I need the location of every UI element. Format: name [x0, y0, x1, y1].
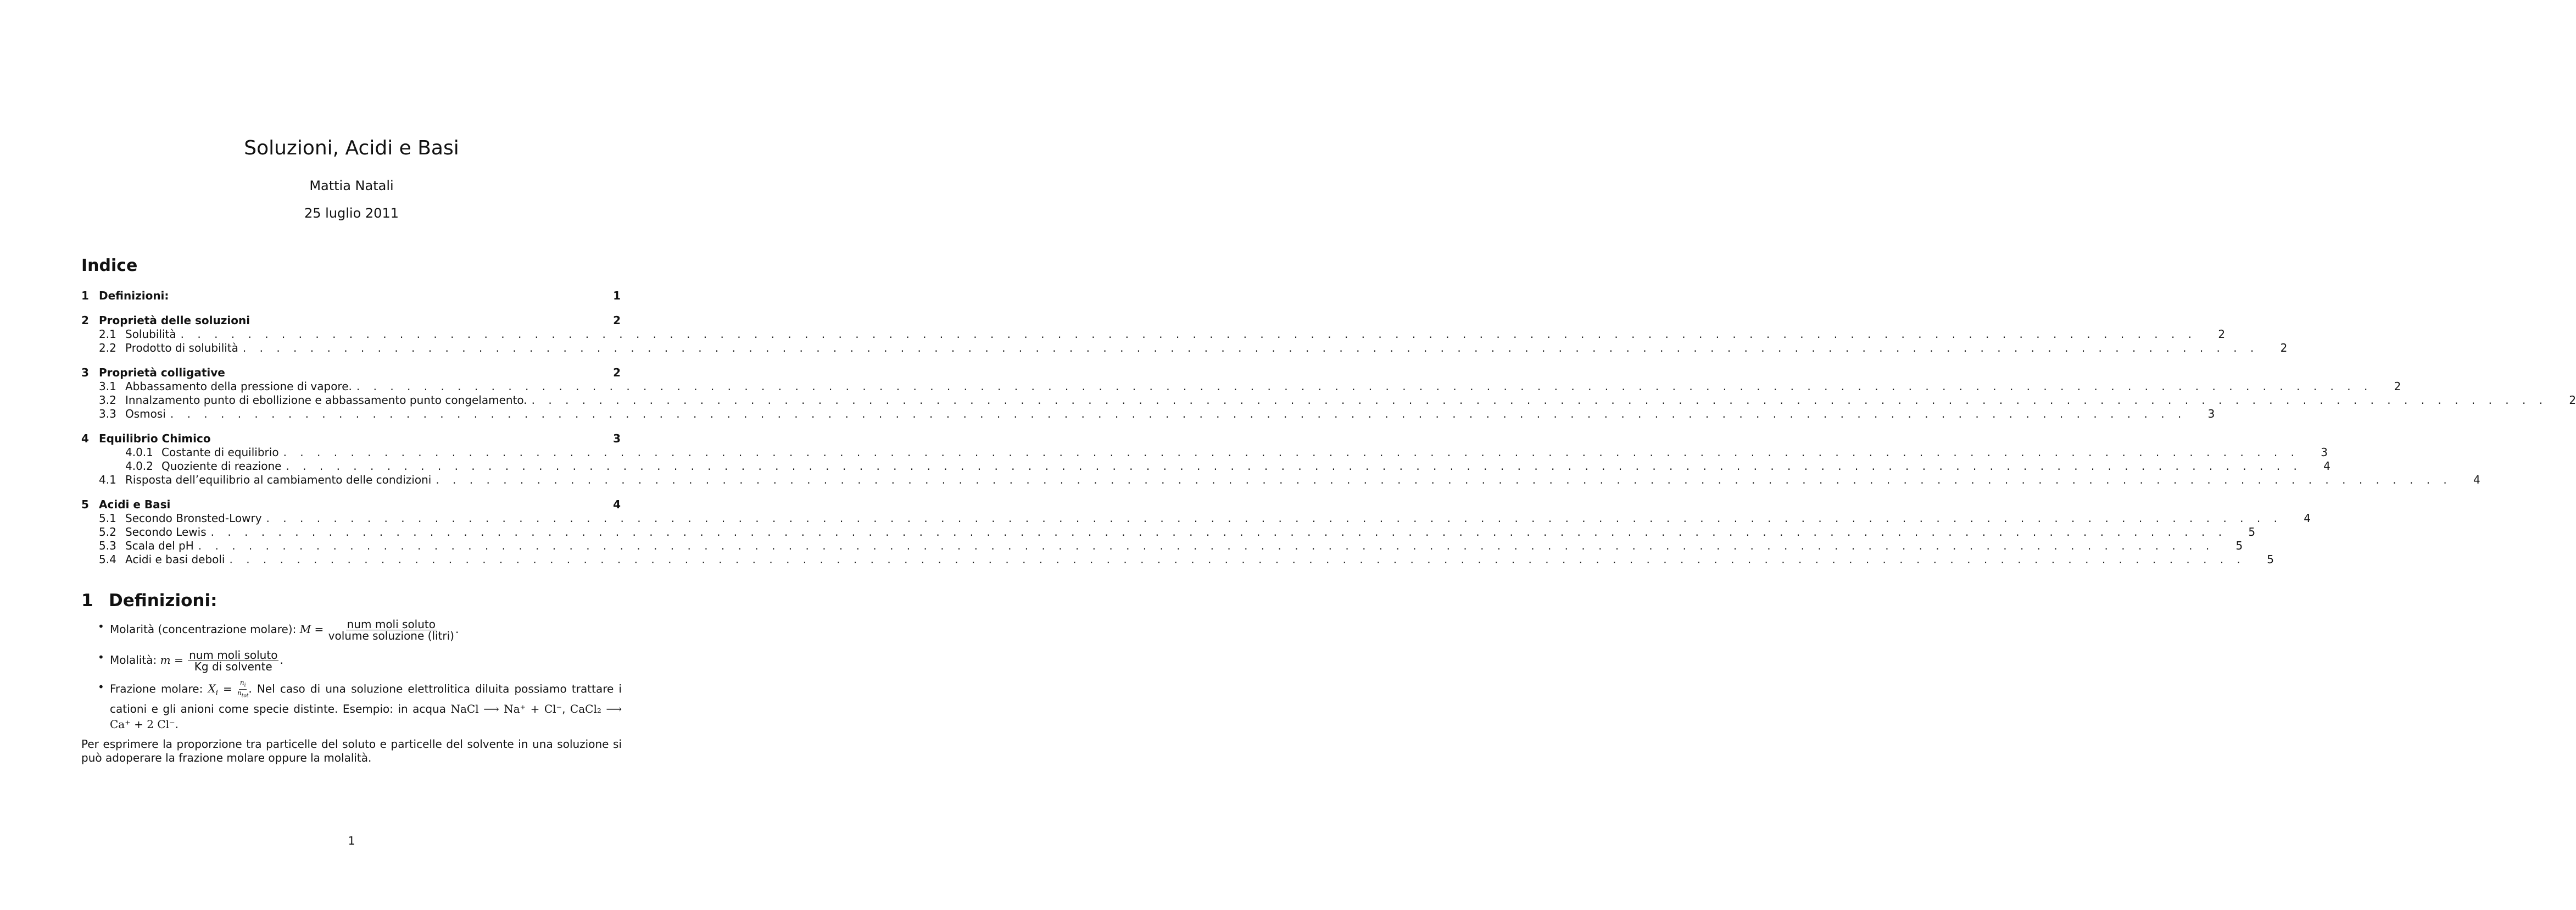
list-item-mole-fraction: • Frazione molare: $X_i$ = $n_i$ $n_{tot}$ . Nel caso di una soluzione elettrolitica diluita possiamo trattare i cationi e gli anioni come specie distinte. Esempio: in acqua NaCl ⟶ Na⁺ + Cl⁻, CaCl₂ ⟶ Ca⁺ + 2 Cl⁻.	[98, 679, 622, 731]
toc-subsection-number: 3.2	[99, 393, 116, 407]
mole-fraction-fraction: $n_i$ $n_{tot}$	[237, 679, 249, 699]
mole-fraction-symbol: $X_i$	[208, 682, 218, 698]
toc-subsection-number: 2.2	[99, 341, 116, 354]
toc-subsection-label: Osmosi	[125, 407, 166, 420]
toc-subsection-page: 3	[2207, 407, 2215, 420]
toc-section-label: Equilibrio Chimico	[99, 432, 211, 445]
molality-label: Molalità:	[110, 653, 157, 667]
list-item-molality: • Molalità: m = $\frac{\text{num moli soluto}}{\text{Kg di solvente}}$ .	[98, 648, 283, 673]
toc-leader-dots: . . . . . . . . . . . . . . . . . . . . . . . . . . . . . . . . . . . . . . . . . . . . . . . . . . . . . . . . . . . . . . . . . . . . . . . . . . . . . . . . . . . . . . . . . . . . . . . . . . . . . . . . . . . . . . . . . . . . . . . .	[436, 473, 2452, 486]
toc-subsection-number: 5.4	[99, 553, 116, 566]
toc-section-4[interactable]	[81, 432, 621, 446]
toc-section-label: Proprietà colligative	[99, 366, 225, 379]
list-item-molarity: • Molarità (concentrazione molare): M = $\frac{\text{num moli soluto}}{\text{volume soluzione (litri)}}$ .	[98, 618, 459, 642]
toc-section-2[interactable]	[81, 314, 621, 328]
molarity-label: Molarità (concentrazione molare):	[110, 623, 297, 636]
toc-section-3[interactable]	[81, 366, 621, 380]
document-author: Mattia Natali	[309, 178, 394, 193]
molarity-numerator: num moli soluto	[347, 618, 436, 631]
document-title: Soluzioni, Acidi e Basi	[244, 137, 459, 159]
toc-subsection-page: 4	[2473, 473, 2480, 486]
toc-leader-dots: . . . . . . . . . . . . . . . . . . . . . . . . . . . . . . . . . . . . . . . . . . . . . . . . . . . . . . . . . . . . . . . . . . . . . . . . . . . . . . . . . . . . . . . . . . . . . . . . . . . . . . . . . . . . . . . . . . . . . . . .	[283, 446, 2300, 459]
toc-section-number: 2	[81, 314, 89, 327]
toc-leader-dots: . . . . . . . . . . . . . . . . . . . . . . . . . . . . . . . . . . . . . . . . . . . . . . . . . . . . . . . . . . . . . . . . . . . . . . . . . . . . . . . . . . . . . . . . . . . . . . . . . . . . . . . . . . . . . . . . . . . . . . . .	[266, 512, 2282, 525]
toc-subsection-page: 4	[2323, 459, 2330, 473]
toc-subsection-number: 5.3	[99, 539, 116, 552]
toc-subsection-label: Prodotto di solubilità	[125, 341, 238, 354]
toc-leader-dots: . . . . . . . . . . . . . . . . . . . . . . . . . . . . . . . . . . . . . . . . . . . . . . . . . . . . . . . . . . . . . . . . . . . . . . . . . . . . . . . . . . . . . . . . . . . . . . . . . . . . . . . . . . . . . . . . . . . . . . . .	[229, 553, 2245, 566]
toc-leader-dots: . . . . . . . . . . . . . . . . . . . . . . . . . . . . . . . . . . . . . . . . . . . . . . . . . . . . . . . . . . . . . . . . . . . . . . . . . . . . . . . . . . . . . . . . . . . . . . . . . . . . . . . . . . . . . . . . . . . . . . . .	[531, 393, 2548, 407]
toc-subsection-page: 2	[2218, 328, 2226, 341]
toc-subsection-number: 2.1	[99, 328, 116, 341]
toc-subsection-5.1[interactable]	[81, 512, 2311, 525]
toc-subsection-page: 2	[2280, 341, 2288, 354]
toc-subsection-3.2[interactable]	[81, 393, 2576, 407]
toc-subsection-4.0.1[interactable]	[81, 446, 2328, 459]
toc-section-1[interactable]	[81, 289, 621, 303]
toc-subsection-4.1[interactable]	[81, 473, 2480, 487]
molarity-symbol: M	[299, 623, 311, 636]
equation-cacl2: CaCl₂ ⟶ Ca⁺ + 2 Cl⁻	[110, 702, 622, 731]
molarity-denominator: volume soluzione (litri)	[328, 629, 454, 642]
toc-subsection-page: 5	[2267, 553, 2274, 566]
molality-numerator: num moli soluto	[189, 648, 278, 662]
toc-subsection-label: Solubilità	[125, 328, 176, 341]
toc-subsection-label: Acidi e basi deboli	[125, 553, 225, 566]
toc-subsection-page: 2	[2394, 380, 2401, 393]
toc-section-page: 3	[613, 432, 621, 445]
toc-section-label: Acidi e Basi	[99, 498, 171, 511]
section-heading	[81, 589, 218, 612]
section-title: Definizioni:	[109, 591, 218, 611]
toc-subsection-number: 3.1	[99, 380, 116, 393]
page-number: 1	[348, 834, 355, 847]
toc-subsection-3.3[interactable]	[81, 407, 2215, 421]
toc-subsection-2.2[interactable]	[81, 341, 2288, 355]
toc-leader-dots: . . . . . . . . . . . . . . . . . . . . . . . . . . . . . . . . . . . . . . . . . . . . . . . . . . . . . . . . . . . . . . . . . . . . . . . . . . . . . . . . . . . . . . . . . . . . . . . . . . . . . . . . . . . . . . . . . . . . . . . .	[242, 341, 2259, 354]
toc-subsection-page: 2	[2569, 393, 2576, 407]
toc-subsection-5.2[interactable]	[81, 525, 2256, 539]
table-of-contents	[81, 289, 2576, 567]
toc-subsection-4.0.2[interactable]	[81, 459, 2330, 473]
toc-subsection-label: Secondo Bronsted-Lowry	[125, 512, 262, 525]
toc-leader-dots: . . . . . . . . . . . . . . . . . . . . . . . . . . . . . . . . . . . . . . . . . . . . . . . . . . . . . . . . . . . . . . . . . . . . . . . . . . . . . . . . . . . . . . . . . . . . . . . . . . . . . . . . . . . . . . . . . . . . . . . .	[210, 525, 2227, 539]
toc-subsection-page: 4	[2304, 512, 2311, 525]
toc-subsection-number: 4.0.2	[125, 459, 153, 473]
toc-subsection-page: 3	[2321, 446, 2328, 459]
toc-subsection-label: Scala del pH	[125, 539, 194, 552]
section-number: 1	[81, 591, 93, 611]
toc-section-number: 5	[81, 498, 89, 511]
equation-nacl: NaCl ⟶ Na⁺ + Cl⁻	[450, 702, 562, 716]
toc-subsection-number: 3.3	[99, 407, 116, 420]
toc-subsection-number: 5.1	[99, 512, 116, 525]
toc-subsection-label: Abbassamento della pressione di vapore.	[125, 380, 352, 393]
toc-section-number: 1	[81, 289, 89, 302]
toc-leader-dots: . . . . . . . . . . . . . . . . . . . . . . . . . . . . . . . . . . . . . . . . . . . . . . . . . . . . . . . . . . . . . . . . . . . . . . . . . . . . . . . . . . . . . . . . . . . . . . . . . . . . . . . . . . . . . . . . . . . . . . . .	[170, 407, 2187, 420]
molality-symbol: m	[160, 653, 171, 667]
toc-section-page: 1	[613, 289, 621, 302]
toc-leader-dots: . . . . . . . . . . . . . . . . . . . . . . . . . . . . . . . . . . . . . . . . . . . . . . . . . . . . . . . . . . . . . . . . . . . . . . . . . . . . . . . . . . . . . . . . . . . . . . . . . . . . . . . . . . . . . . . . . . . . . . . .	[286, 459, 2302, 473]
toc-subsection-label: Innalzamento punto di ebollizione e abbassamento punto congelamento.	[125, 393, 527, 407]
toc-subsection-2.1[interactable]	[81, 328, 2226, 341]
toc-heading: Indice	[81, 256, 138, 275]
molality-denominator: Kg di solvente	[194, 660, 272, 673]
toc-subsection-3.1[interactable]	[81, 380, 2401, 393]
toc-subsection-page: 5	[2248, 525, 2256, 539]
toc-subsection-page: 5	[2235, 539, 2243, 552]
mole-fraction-text: Nel caso di una soluzione elettrolitica diluita possiamo trattare i cationi e gli anioni come specie distinte. Esempio: in acqua	[110, 682, 622, 716]
toc-section-number: 3	[81, 366, 89, 379]
toc-section-label: Definizioni:	[99, 289, 169, 302]
toc-subsection-5.3[interactable]	[81, 539, 2243, 553]
toc-leader-dots: . . . . . . . . . . . . . . . . . . . . . . . . . . . . . . . . . . . . . . . . . . . . . . . . . . . . . . . . . . . . . . . . . . . . . . . . . . . . . . . . . . . . . . . . . . . . . . . . . . . . . . . . . . . . . . . . . . . . . . . .	[180, 328, 2197, 341]
molarity-fraction	[328, 619, 454, 641]
section-paragraph: Per esprimere la proporzione tra particelle del soluto e particelle del solvente in una soluzione si può adoperare la frazione molare oppure la molalità.	[81, 737, 622, 764]
toc-section-number: 4	[81, 432, 89, 445]
toc-subsection-number: 4.0.1	[125, 446, 153, 459]
toc-section-page: 2	[613, 366, 621, 379]
toc-leader-dots: . . . . . . . . . . . . . . . . . . . . . . . . . . . . . . . . . . . . . . . . . . . . . . . . . . . . . . . . . . . . . . . . . . . . . . . . . . . . . . . . . . . . . . . . . . . . . . . . . . . . . . . . . . . . . . . . . . . . . . . .	[356, 380, 2373, 393]
toc-subsection-label: Secondo Lewis	[125, 525, 207, 539]
toc-section-label: Proprietà delle soluzioni	[99, 314, 250, 327]
toc-section-5[interactable]	[81, 498, 621, 512]
toc-subsection-5.4[interactable]	[81, 553, 2274, 567]
mole-fraction-label: Frazione molare:	[110, 682, 203, 696]
definitions-list	[81, 619, 622, 732]
toc-subsection-number: 5.2	[99, 525, 116, 539]
document-date: 25 luglio 2011	[304, 206, 399, 221]
toc-subsection-number: 4.1	[99, 473, 116, 486]
toc-section-page: 2	[613, 314, 621, 327]
toc-subsection-label: Risposta dell’equilibrio al cambiamento delle condizioni	[125, 473, 432, 486]
molality-fraction	[188, 650, 278, 672]
toc-subsection-label: Costante di equilibrio	[161, 446, 279, 459]
toc-section-page: 4	[613, 498, 621, 511]
toc-subsection-label: Quoziente di reazione	[161, 459, 282, 473]
toc-leader-dots: . . . . . . . . . . . . . . . . . . . . . . . . . . . . . . . . . . . . . . . . . . . . . . . . . . . . . . . . . . . . . . . . . . . . . . . . . . . . . . . . . . . . . . . . . . . . . . . . . . . . . . . . . . . . . . . . . . . . . . . .	[198, 539, 2215, 552]
